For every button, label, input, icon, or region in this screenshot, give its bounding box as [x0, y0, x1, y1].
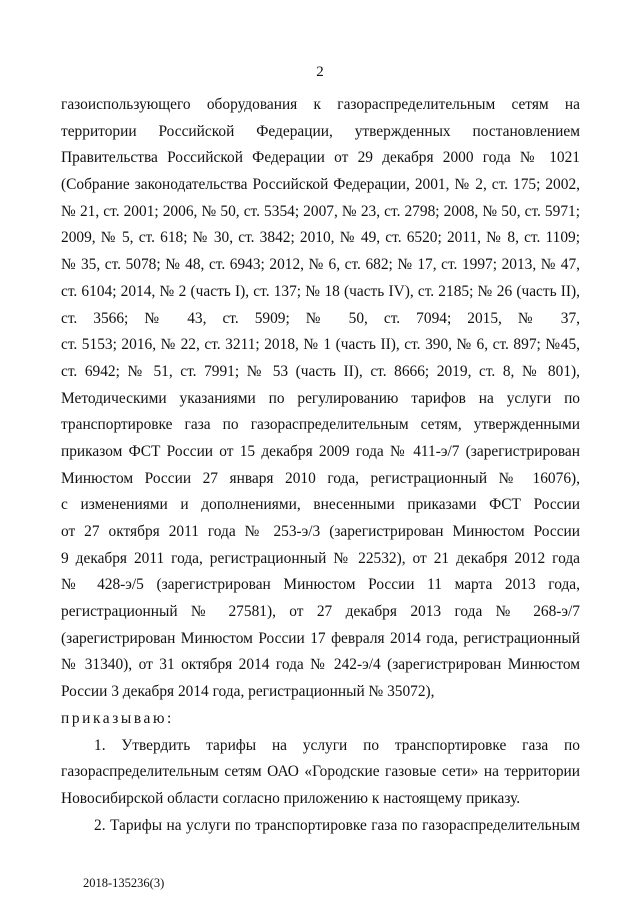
text-line: приказом ФСТ России от 15 декабря 2009 года № 411-э/7 (зарегистрирован	[61, 442, 580, 460]
text-line: территории Российской Федерации, утвержденных постановлением	[61, 122, 580, 140]
document-code: 2018-135236(3)	[83, 876, 165, 890]
text-line: Новосибирской области согласно приложению к настоящему приказу.	[61, 789, 521, 807]
text-line: с изменениями и дополнениями, внесенными приказами ФСТ России	[61, 496, 580, 514]
text-line: России 3 декабря 2014 года, регистрационный № 35072),	[61, 683, 435, 701]
text-line: № 35, ст. 5078; № 48, ст. 6943; 2012, № 6, ст. 682; № 17, ст. 1997; 2013, № 47,	[61, 256, 580, 274]
text-line: № 428-э/5 (зарегистрирован Минюстом России 11 марта 2013 года,	[61, 576, 580, 594]
order-keyword: приказываю:	[61, 709, 174, 727]
text-line: регистрационный № 27581), от 27 декабря 2013 года № 268-э/7	[61, 603, 580, 621]
text-line: ст. 5153; 2016, № 22, ст. 3211; 2018, № 1 (часть II), ст. 390, № 6, ст. 897; №45,	[61, 336, 580, 354]
document-body	[61, 92, 580, 839]
text-line: газоиспользующего оборудования к газораспределительным сетям на	[61, 96, 580, 113]
text-line: (Собрание законодательства Российской Федерации, 2001, № 2, ст. 175; 2002,	[61, 176, 580, 194]
text-line: транспортировке газа по газораспределительным сетям, утвержденными	[61, 416, 580, 434]
text-line: Правительства Российской Федерации от 29 декабря 2000 года № 1021	[61, 149, 580, 167]
text-line: 2. Тарифы на услуги по транспортировке газа по газораспределительным	[94, 816, 580, 834]
text-line: 2009, № 5, ст. 618; № 30, ст. 3842; 2010, № 49, ст. 6520; 2011, № 8, ст. 1109;	[61, 229, 580, 247]
text-line: № 21, ст. 2001; 2006, № 50, ст. 5354; 2007, № 23, ст. 2798; 2008, № 50, ст. 5971;	[61, 202, 580, 220]
text-line: ст. 3566; № 43, ст. 5909; № 50, ст. 7094; 2015, № 37,	[61, 309, 580, 327]
text-line: 1. Утвердить тарифы на услуги по транспортировке газа по	[94, 736, 580, 754]
text-line: Методическими указаниями по регулированию тарифов на услуги по	[61, 389, 580, 407]
text-line: газораспределительным сетям ОАО «Городские газовые сети» на территории	[61, 763, 580, 781]
text-line: от 27 октября 2011 года № 253-э/3 (зарегистрирован Минюстом России	[61, 523, 580, 540]
text-line: ст. 6104; 2014, № 2 (часть I), ст. 137; № 18 (часть IV), ст. 2185; № 26 (часть II),	[61, 282, 580, 300]
text-line: Минюстом России 27 января 2010 года, регистрационный № 16076),	[61, 469, 580, 487]
page-number: 2	[316, 64, 324, 80]
text-line: 9 декабря 2011 года, регистрационный № 22532), от 21 декабря 2012 года	[61, 549, 580, 567]
text-line: ст. 6942; № 51, ст. 7991; № 53 (часть II), ст. 8666; 2019, ст. 8, № 801),	[61, 362, 580, 380]
text-line: № 31340), от 31 октября 2014 года № 242-э/4 (зарегистрирован Минюстом	[61, 656, 580, 674]
text-line: (зарегистрирован Минюстом России 17 февраля 2014 года, регистрационный	[61, 629, 580, 647]
